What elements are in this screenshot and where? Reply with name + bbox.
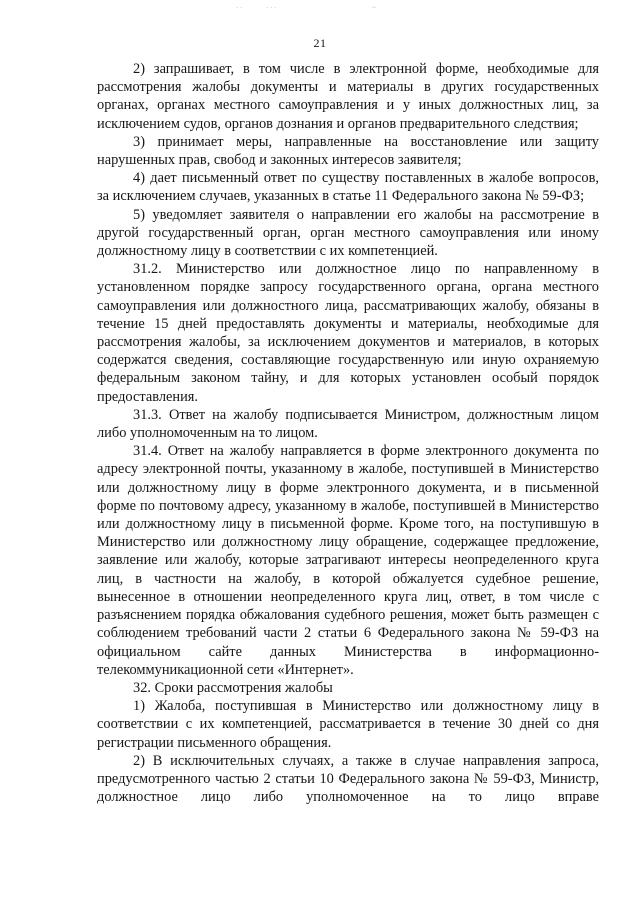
- paragraph-clause-2: 2) запрашивает, в том числе в электронной форме, необходимые для рассмотрения жалобы документы и материалы в других государственных органах, органах местного самоуправления и у иных должностных лиц, за исключением судов, органов дознания и органов предварительного следствия;: [97, 61, 599, 132]
- scan-artifacts: [0, 4, 640, 16]
- paragraph-32-2: 2) В исключительных случаях, а также в случае направления запроса, предусмотренного частью 2 статьи 10 Федерального закона № 59-ФЗ, Министр, должностное лицо либо уполномоченное на то лицо вправе: [97, 752, 599, 806]
- document-body: [97, 60, 599, 806]
- paragraph-clause-3: 3) принимает меры, направленные на восстановление или защиту нарушенных прав, свобод и законных интересов заявителя;: [97, 133, 599, 169]
- scan-mark: · ·: [236, 4, 243, 12]
- scan-mark: · · ·: [266, 4, 277, 12]
- page-number: 21: [313, 36, 327, 50]
- paragraph-31-3: 31.3. Ответ на жалобу подписывается Министром, должностным лицом либо уполномоченным на то лицом.: [97, 406, 599, 442]
- paragraph-clause-4: 4) дает письменный ответ по существу поставленных в жалобе вопросов, за исключением случаев, указанных в статье 11 Федерального закона № 59-ФЗ;: [97, 170, 599, 205]
- paragraph-31-2: 31.2. Министерство или должностное лицо по направленному в установленном порядке запросу государственного органа, органа местного самоуправления или должностного лица, рассматривающих жалобу, обязаны в течение 15 дней предоставлять документы и материалы, необходимые для рассмотрения жалобы, за исключением документов и материалов, в которых содержатся сведения, составляющие государственную или иную охраняемую федеральным законом тайну, и для которых установлен особый порядок предоставления.: [97, 261, 599, 405]
- section-heading-32: 32. Сроки рассмотрения жалобы: [133, 679, 333, 696]
- scan-mark: ~: [372, 4, 376, 12]
- paragraph-clause-5: 5) уведомляет заявителя о направлении его жалобы на рассмотрение в другой государственный орган, орган местного самоуправления или иному должностному лицу в соответствии с их компетенцией.: [97, 206, 599, 260]
- paragraph-31-4: 31.4. Ответ на жалобу направляется в форме электронного документа по адресу электронной почты, указанному в жалобе, поступившей в Министерство или должностному лицу в форме электронного документа, и в письменной форме по почтовому адресу, указанному в жалобе, поступившей в Министерство или должностному лицу в письменной форме. Кроме того, на поступившую в Министерство или должностному лицу обращение, содержащее предложение, заявление или жалобу, которые затрагивают интересы неопределенного круга лиц, в частности на жалобу, в которой обжалуется судебное решение, вынесенное в отношении неопределенного круга лиц, ответ, в том числе с разъяснением порядка обжалования судебного решения, может быть размещен с соблюдением требований части 2 статьи 6 Федерального закона № 59-ФЗ на официальном сайте данных Министерства в информационно-телекоммуникационной сети «Интернет».: [97, 443, 599, 678]
- paragraph-32-1: 1) Жалоба, поступившая в Министерство или должностному лицу в соответствии с их компетенцией, рассматривается в течение 30 дней со дня регистрации письменного обращения.: [97, 698, 599, 751]
